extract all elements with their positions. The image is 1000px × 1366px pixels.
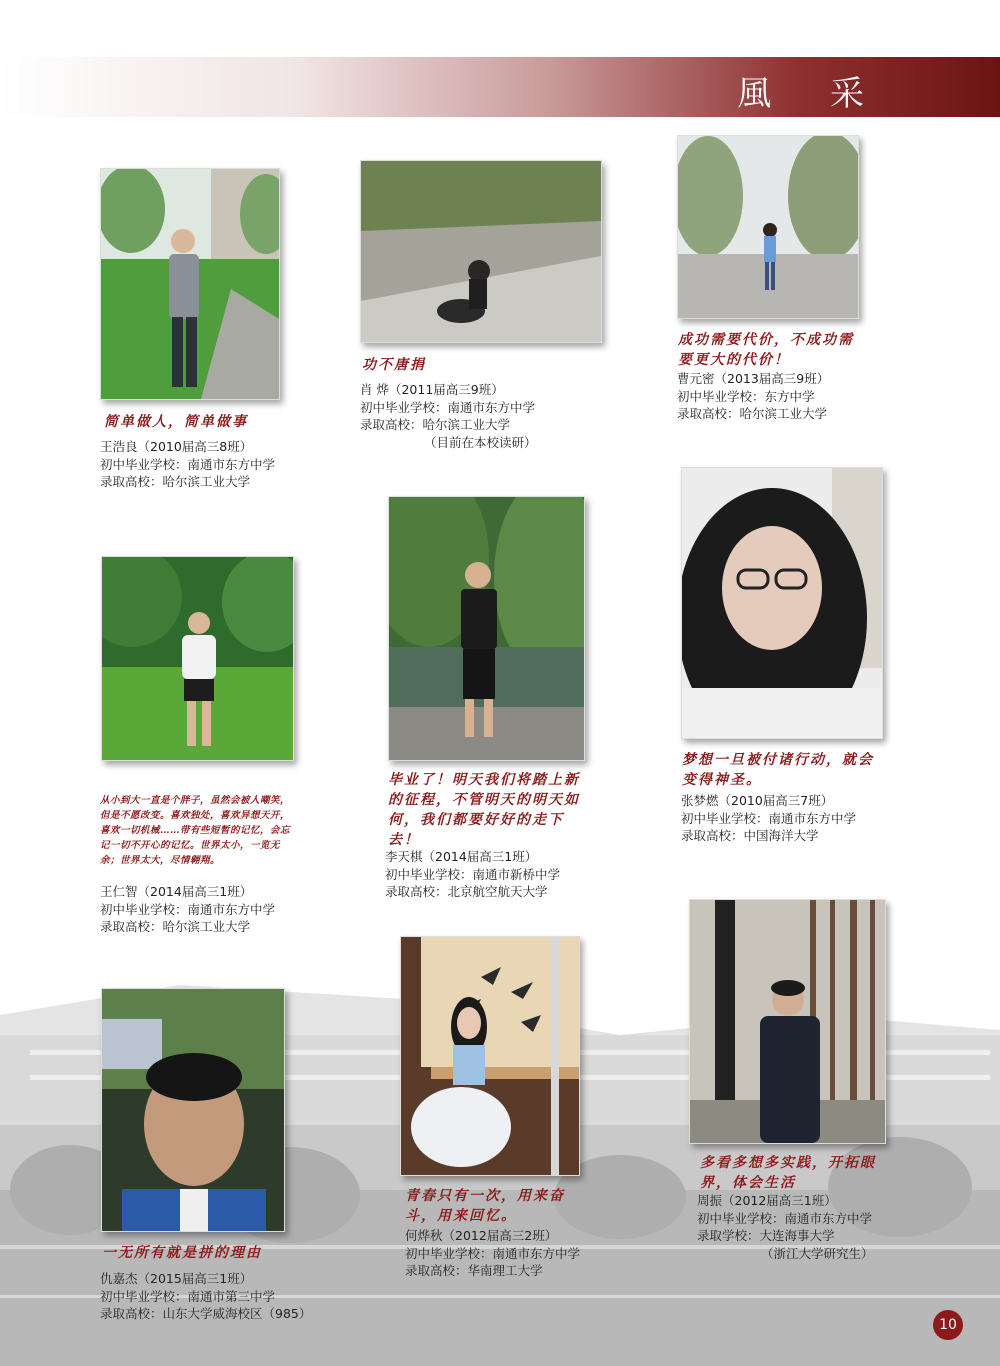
motto-he-yeqiu: 青春只有一次，用来奋斗，用来回忆。 xyxy=(405,1188,565,1224)
photo-xiao-ye xyxy=(360,160,602,343)
info-he-yeqiu xyxy=(405,1227,580,1280)
student-name: 仇嘉杰（2015届高三1班） xyxy=(100,1271,253,1286)
university: 录取高校：哈尔滨工业大学 xyxy=(100,474,251,489)
motto-cao-yuanmi: 成功需要代价，不成功需要更大的代价！ xyxy=(678,332,854,368)
student-name: 王仁智（2014届高三1班） xyxy=(100,884,253,899)
note: （浙江大学研究生） xyxy=(761,1245,874,1261)
university: 录取高校：哈尔滨工业大学 xyxy=(360,417,511,432)
photo-li-tianqi xyxy=(388,496,585,761)
university: 录取高校：哈尔滨工业大学 xyxy=(100,919,251,934)
photo-he-yeqiu xyxy=(400,936,580,1176)
motto-xiao-ye: 功不唐捐 xyxy=(362,357,426,373)
page-title: 風 采 xyxy=(737,74,888,114)
student-name: 曹元密（2013届高三9班） xyxy=(677,371,830,386)
photo-wang-haoliang xyxy=(100,168,280,400)
photo-zhou-zhen xyxy=(689,899,886,1144)
middle-school: 初中毕业学校：南通市东方中学 xyxy=(697,1210,873,1226)
middle-school: 初中毕业学校：东方中学 xyxy=(677,388,815,404)
motto-li-tianqi: 毕业了！明天我们将踏上新的征程，不管明天的明天如何，我们都要好好的走下去！ xyxy=(388,772,580,848)
photo-cao-yuanmi xyxy=(677,135,859,319)
middle-school: 初中毕业学校：南通市东方中学 xyxy=(100,901,276,917)
middle-school: 初中毕业学校：南通市东方中学 xyxy=(405,1245,581,1261)
info-cao-yuanmi xyxy=(677,370,829,423)
photo-wang-renzhi xyxy=(101,556,294,761)
student-name: 张梦燃（2010届高三7班） xyxy=(681,793,834,808)
motto-qiu-jiajie: 一无所有就是拼的理由 xyxy=(102,1245,262,1261)
student-name: 李天棋（2014届高三1班） xyxy=(385,849,538,864)
middle-school: 初中毕业学校：南通市新桥中学 xyxy=(385,866,561,882)
student-name: 王浩良（2010届高三8班） xyxy=(100,439,253,454)
info-qiu-jiajie xyxy=(100,1270,311,1323)
middle-school: 初中毕业学校：南通市东方中学 xyxy=(100,456,276,472)
info-xiao-ye xyxy=(360,381,537,451)
student-name: 周振（2012届高三1班） xyxy=(697,1193,837,1208)
university: 录取高校：山东大学威海校区（985） xyxy=(100,1306,312,1321)
middle-school: 初中毕业学校：南通市东方中学 xyxy=(360,399,536,415)
motto-wang-haoliang: 简单做人，简单做事 xyxy=(104,414,248,430)
info-zhang-mengran xyxy=(681,792,856,845)
university: 录取高校：哈尔滨工业大学 xyxy=(677,406,828,421)
student-name: 肖 烨（2011届高三9班） xyxy=(360,382,504,397)
info-wang-haoliang xyxy=(100,438,275,491)
middle-school: 初中毕业学校：南通市东方中学 xyxy=(681,810,857,826)
university: 录取高校：华南理工大学 xyxy=(405,1263,543,1278)
university: 录取高校：中国海洋大学 xyxy=(681,828,819,843)
note: （目前在本校读研） xyxy=(424,434,537,450)
motto-zhou-zhen: 多看多想多实践，开拓眼界，体会生活 xyxy=(700,1155,876,1191)
university: 录取高校：北京航空航天大学 xyxy=(385,884,548,899)
info-zhou-zhen xyxy=(697,1192,874,1262)
middle-school: 初中毕业学校：南通市第三中学 xyxy=(100,1288,276,1304)
info-wang-renzhi xyxy=(100,883,275,936)
photo-qiu-jiajie xyxy=(101,988,285,1232)
university: 录取学校：大连海事大学 xyxy=(697,1228,835,1243)
info-li-tianqi xyxy=(385,848,560,901)
photo-zhang-mengran xyxy=(681,467,883,739)
motto-zhang-mengran: 梦想一旦被付诸行动，就会变得神圣。 xyxy=(682,752,874,788)
page-number: 10 xyxy=(933,1310,963,1340)
student-name: 何烨秋（2012届高三2班） xyxy=(405,1228,558,1243)
motto-wang-renzhi: 从小到大一直是个胖子，虽然会被人嘲笑，但是不愿改变。喜欢独处，喜欢异想天开，喜欢一切机械……带有些短暂的记忆，会忘记一切不开心的记忆。世界太小，一览无余；世界太大，尽情翱翔。 xyxy=(100,795,291,866)
